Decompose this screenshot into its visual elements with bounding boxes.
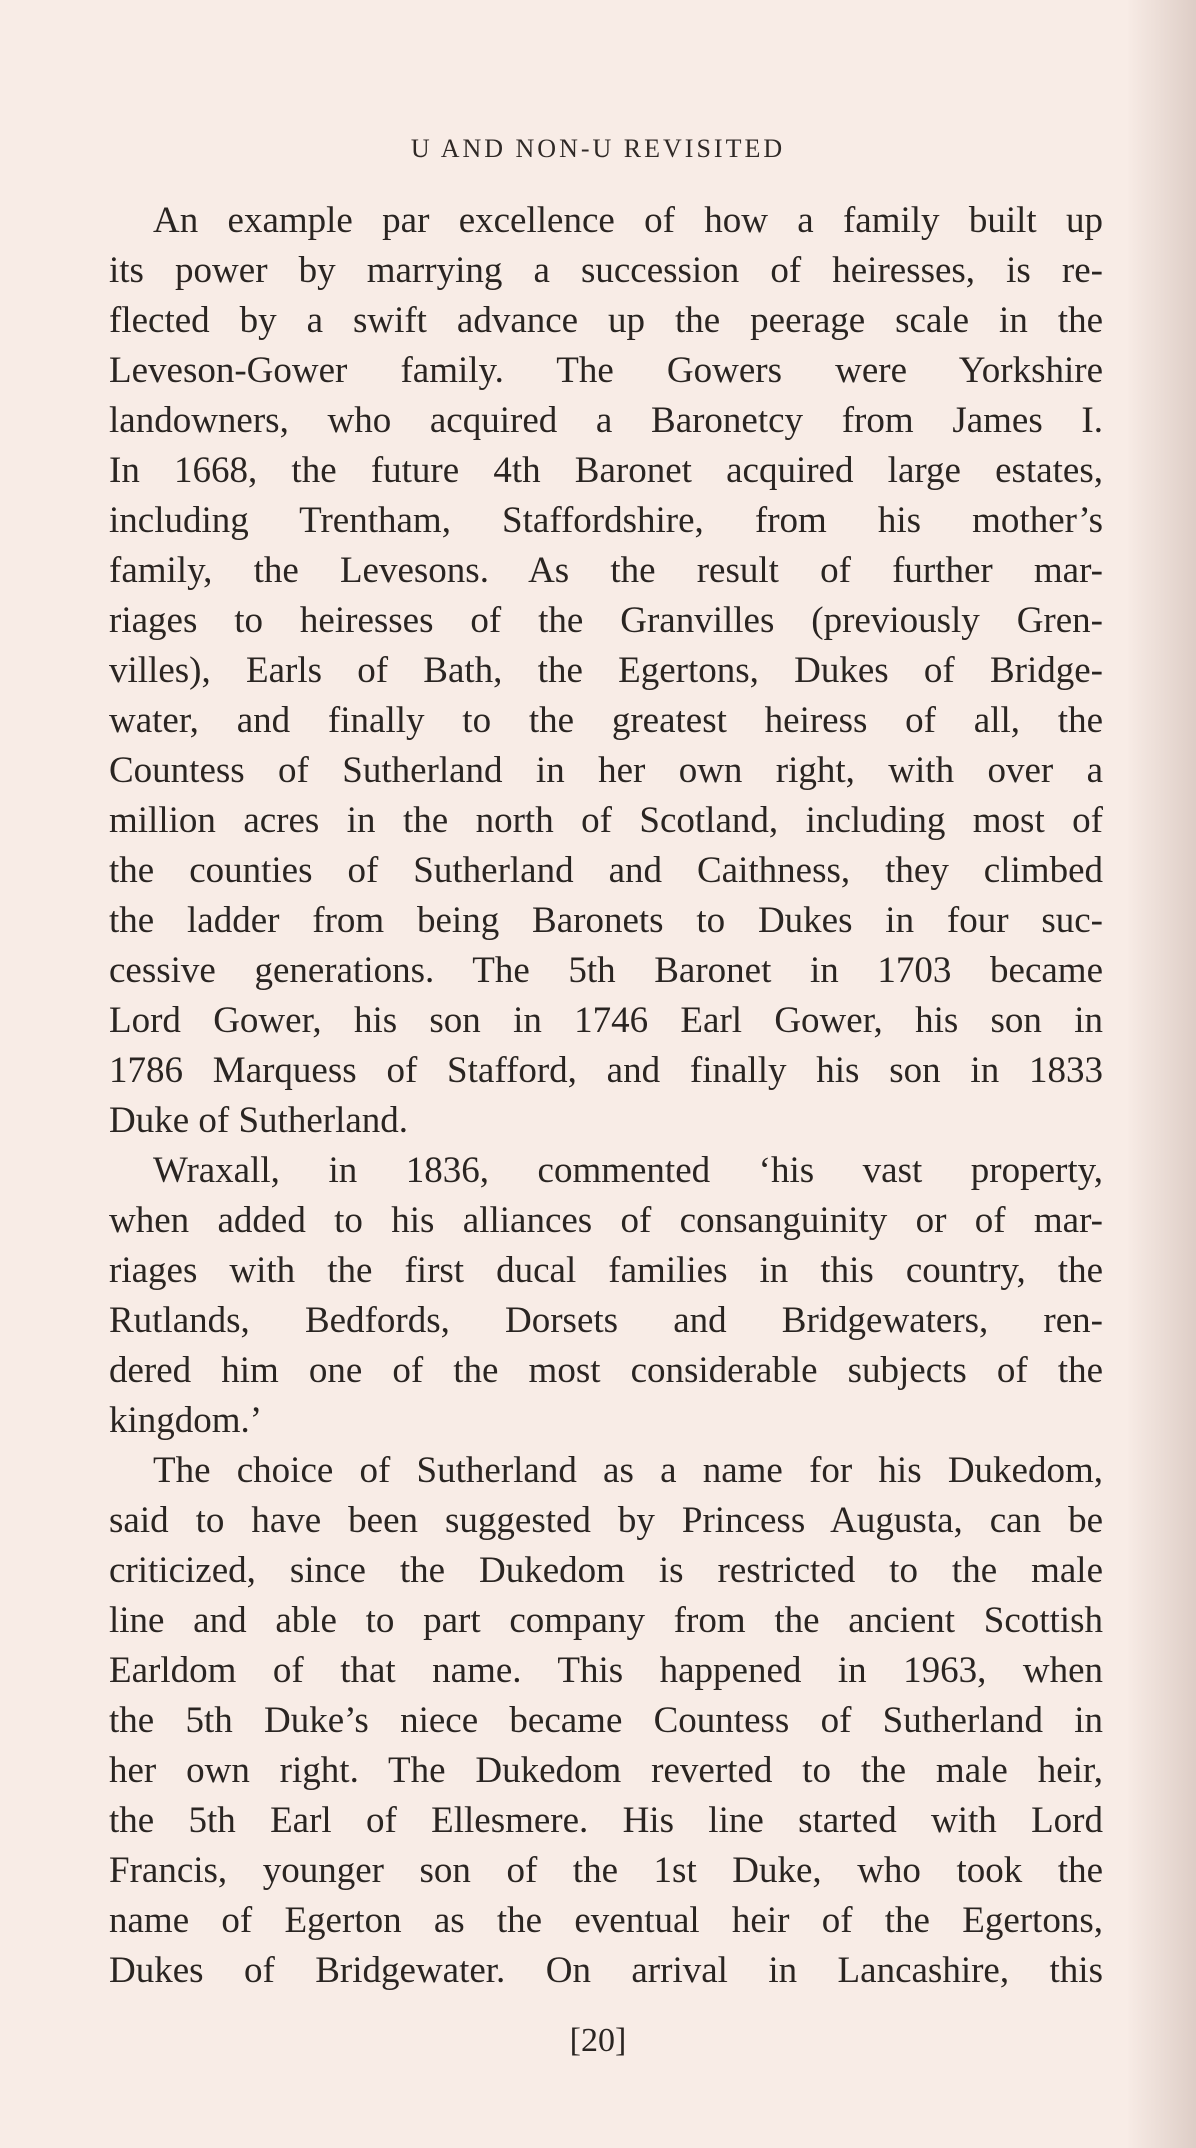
text-line: the 5th Earl of Ellesmere. His line started with Lord bbox=[109, 1800, 1103, 1841]
text-line: water, and finally to the greatest heiress of all, the bbox=[109, 700, 1103, 741]
text-line: Duke of Sutherland. bbox=[109, 1100, 409, 1141]
text-line: The choice of Sutherland as a name for his Dukedom, bbox=[153, 1450, 1103, 1491]
text-line: the counties of Sutherland and Caithness, they climbed bbox=[109, 850, 1103, 891]
text-line: Dukes of Bridgewater. On arrival in Lancashire, this bbox=[109, 1950, 1103, 1991]
text-line: Wraxall, in 1836, commented ‘his vast property, bbox=[153, 1150, 1103, 1191]
running-head: U AND NON-U REVISITED bbox=[410, 134, 786, 163]
text-line: 1786 Marquess of Stafford, and finally his son in 1833 bbox=[109, 1050, 1103, 1091]
text-line: An example par excellence of how a family built up bbox=[153, 200, 1103, 241]
text-line: In 1668, the future 4th Baronet acquired large estates, bbox=[109, 450, 1103, 491]
text-line: when added to his alliances of consanguinity or of mar- bbox=[109, 1200, 1103, 1241]
text-line: said to have been suggested by Princess Augusta, can be bbox=[109, 1500, 1103, 1541]
text-line: kingdom.’ bbox=[109, 1400, 263, 1441]
text-line: flected by a swift advance up the peerage scale in the bbox=[109, 300, 1103, 341]
text-line: dered him one of the most considerable subjects of the bbox=[109, 1350, 1103, 1391]
text-line: cessive generations. The 5th Baronet in 1703 became bbox=[109, 950, 1103, 991]
text-line: line and able to part company from the ancient Scottish bbox=[109, 1600, 1103, 1641]
text-line: her own right. The Dukedom reverted to the male heir, bbox=[109, 1750, 1103, 1791]
text-line: Leveson-Gower family. The Gowers were Yorkshire bbox=[109, 350, 1103, 391]
text-line: criticized, since the Dukedom is restricted to the male bbox=[109, 1550, 1103, 1591]
page-gutter-shadow bbox=[1126, 0, 1196, 2148]
text-line: the ladder from being Baronets to Dukes in four suc- bbox=[109, 900, 1103, 941]
text-line: Lord Gower, his son in 1746 Earl Gower, his son in bbox=[109, 1000, 1103, 1041]
text-line: Earldom of that name. This happened in 1963, when bbox=[109, 1650, 1103, 1691]
text-line: Rutlands, Bedfords, Dorsets and Bridgewaters, ren- bbox=[109, 1300, 1103, 1341]
text-line: including Trentham, Staffordshire, from his mother’s bbox=[109, 500, 1103, 541]
page-number: [20] bbox=[569, 2022, 627, 2059]
text-line: million acres in the north of Scotland, including most of bbox=[109, 800, 1103, 841]
text-line: Countess of Sutherland in her own right, with over a bbox=[109, 750, 1103, 791]
text-line: riages with the first ducal families in this country, the bbox=[109, 1250, 1103, 1291]
text-line: name of Egerton as the eventual heir of the Egertons, bbox=[109, 1900, 1103, 1941]
text-line: family, the Levesons. As the result of further mar- bbox=[109, 550, 1103, 591]
text-line: its power by marrying a succession of heiresses, is re- bbox=[109, 250, 1103, 291]
text-line: riages to heiresses of the Granvilles (previously Gren- bbox=[109, 600, 1103, 641]
text-line: Francis, younger son of the 1st Duke, who took the bbox=[109, 1850, 1103, 1891]
body-text bbox=[109, 196, 1103, 1996]
text-line: landowners, who acquired a Baronetcy from James I. bbox=[109, 400, 1103, 441]
text-line: villes), Earls of Bath, the Egertons, Dukes of Bridge- bbox=[109, 650, 1103, 691]
text-line: the 5th Duke’s niece became Countess of Sutherland in bbox=[109, 1700, 1103, 1741]
